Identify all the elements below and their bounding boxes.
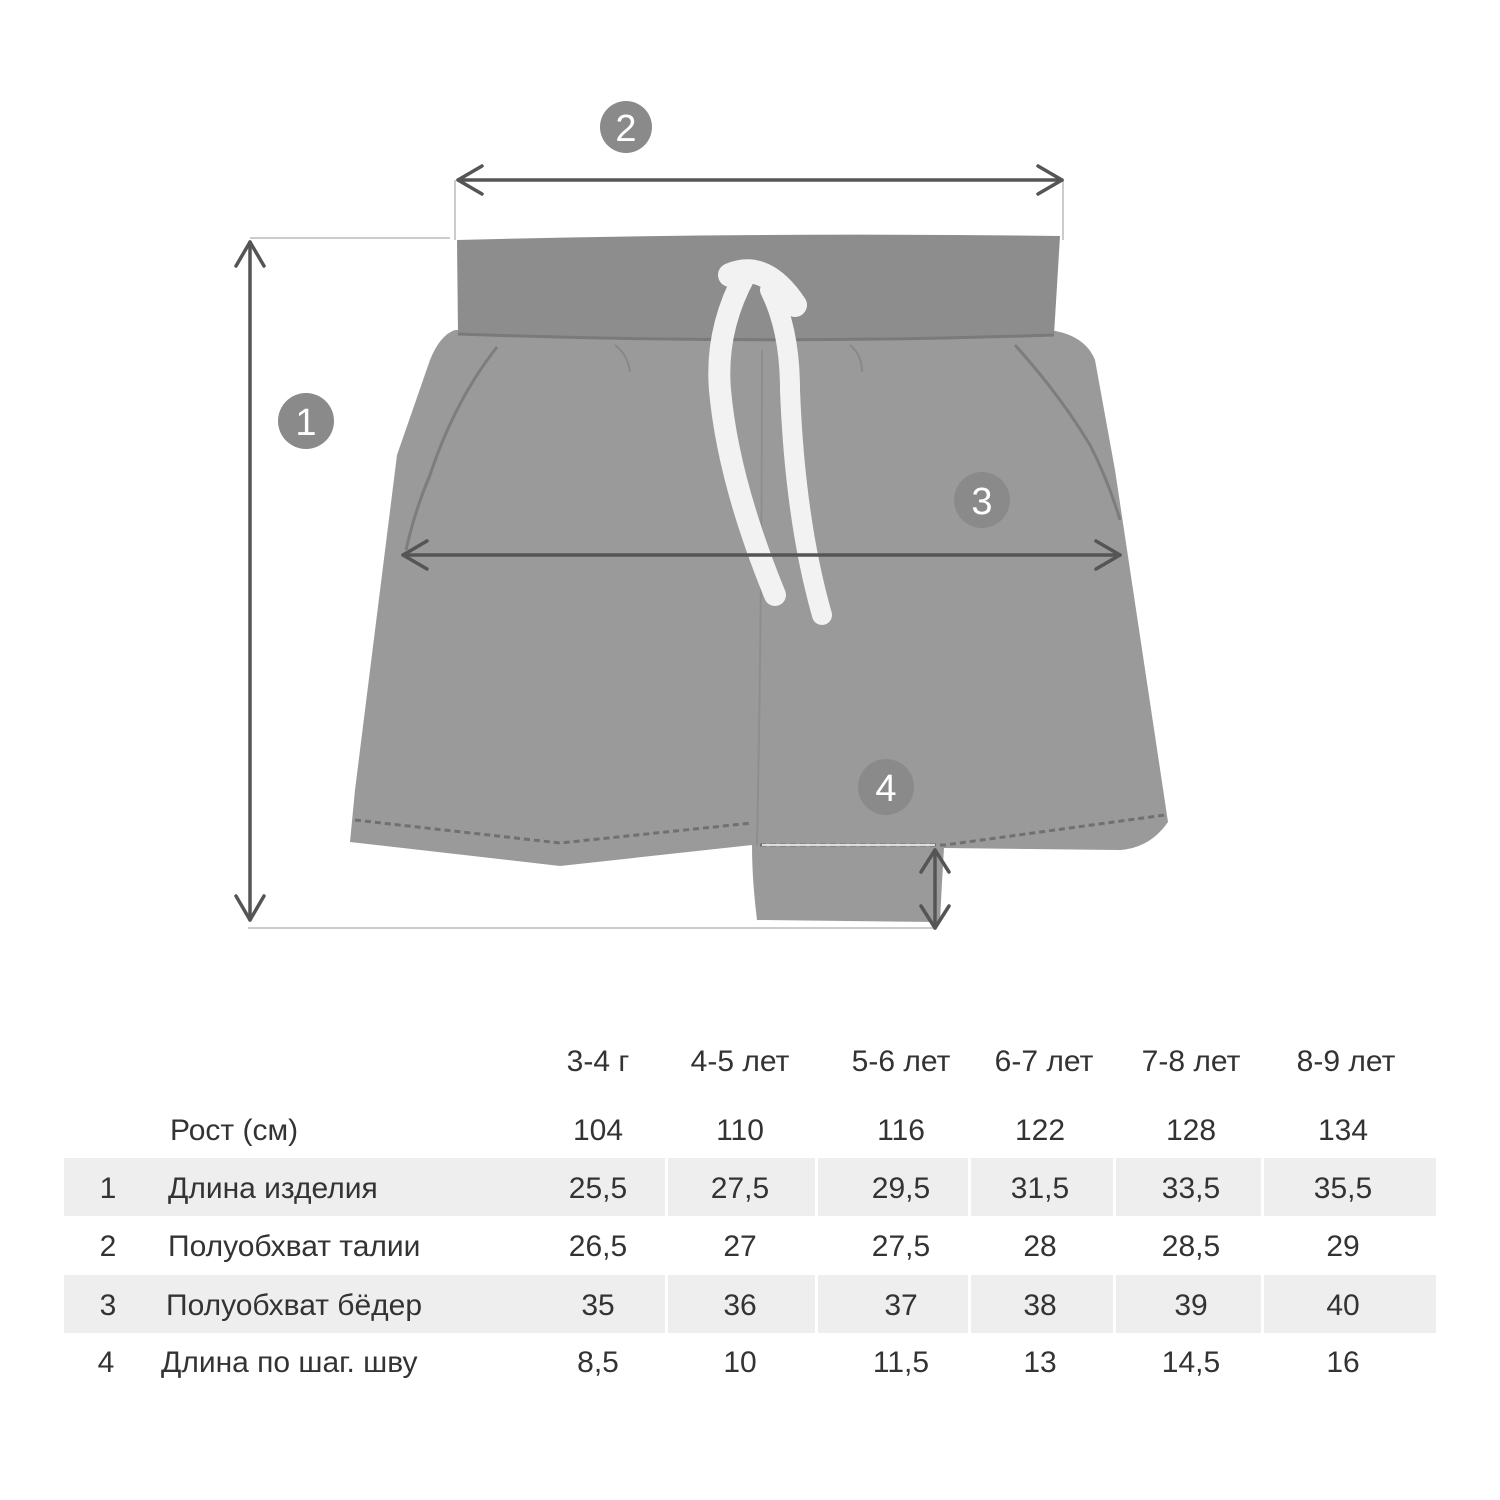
age-header: 4-5 лет (690, 1045, 790, 1078)
table-row (0, 1158, 1500, 1216)
row-band-separator (1261, 1275, 1264, 1333)
row-value: 35 (581, 1289, 615, 1322)
row-value: 31,5 (1010, 1172, 1070, 1205)
age-header: 6-7 лет (994, 1045, 1094, 1078)
row-value: 29,5 (871, 1172, 931, 1205)
row-band-separator (968, 1158, 971, 1216)
row-value: 33,5 (1161, 1172, 1221, 1205)
height-value: 116 (877, 1114, 925, 1147)
row-value: 38 (1023, 1289, 1057, 1322)
row-value: 27,5 (710, 1172, 770, 1205)
row-value: 16 (1326, 1346, 1360, 1379)
row-value: 37 (884, 1289, 918, 1322)
size-table (0, 1030, 1500, 1430)
row-band-separator (665, 1275, 668, 1333)
row-label: Длина по шаг. шву (161, 1346, 418, 1379)
age-header: 5-6 лет (851, 1045, 951, 1078)
table-row (0, 1332, 1500, 1390)
row-number: 3 (99, 1289, 117, 1322)
row-value: 39 (1174, 1289, 1208, 1322)
row-value: 25,5 (568, 1172, 628, 1205)
row-band-separator (1113, 1158, 1116, 1216)
row-value: 26,5 (568, 1230, 628, 1263)
age-header: 7-8 лет (1141, 1045, 1241, 1078)
row-band-separator (1261, 1158, 1264, 1216)
row-value: 10 (723, 1346, 757, 1379)
row-band-separator (815, 1158, 818, 1216)
height-value: 128 (1165, 1114, 1217, 1147)
shorts-body (350, 330, 1168, 922)
row-value: 28,5 (1161, 1230, 1221, 1263)
marker-3 (954, 472, 1010, 528)
row-band-separator (665, 1158, 668, 1216)
row-band-separator (815, 1275, 818, 1333)
age-header: 3-4 г (566, 1045, 630, 1078)
row-number: 4 (97, 1346, 115, 1379)
marker-4-label: 4 (875, 768, 897, 810)
waist-arrow (458, 166, 1062, 194)
row-value: 8,5 (577, 1346, 619, 1379)
row-label: Полуобхват бёдер (166, 1289, 423, 1322)
height-value: 122 (1014, 1114, 1066, 1147)
height-value: 104 (572, 1114, 624, 1147)
row-value: 40 (1326, 1289, 1360, 1322)
row-value: 27 (723, 1230, 757, 1263)
height-value: 110 (716, 1114, 764, 1147)
marker-2 (600, 101, 652, 153)
row-value: 27,5 (871, 1230, 931, 1263)
row-band-separator (1113, 1275, 1116, 1333)
row-value: 36 (723, 1289, 757, 1322)
marker-4 (858, 759, 914, 815)
row-value: 35,5 (1313, 1172, 1373, 1205)
row-value: 14,5 (1161, 1346, 1221, 1379)
row-number: 1 (99, 1172, 117, 1205)
age-header: 8-9 лет (1296, 1045, 1396, 1078)
marker-1 (278, 393, 334, 449)
height-value: 134 (1317, 1114, 1369, 1147)
row-value: 11,5 (872, 1346, 930, 1379)
marker-1-label: 1 (295, 402, 317, 444)
marker-3-label: 3 (971, 481, 993, 523)
height-row-label: Рост (см) (170, 1114, 299, 1147)
table-row (0, 1216, 1500, 1274)
row-value: 29 (1326, 1230, 1360, 1263)
row-label: Длина изделия (168, 1172, 378, 1205)
row-value: 13 (1023, 1346, 1057, 1379)
row-value: 28 (1023, 1230, 1057, 1263)
waistband (457, 235, 1060, 340)
row-band-separator (968, 1275, 971, 1333)
table-row (0, 1275, 1500, 1333)
row-label: Полуобхват талии (168, 1230, 421, 1263)
marker-2-label: 2 (615, 108, 637, 150)
length-arrow (236, 242, 264, 920)
row-number: 2 (99, 1230, 117, 1263)
